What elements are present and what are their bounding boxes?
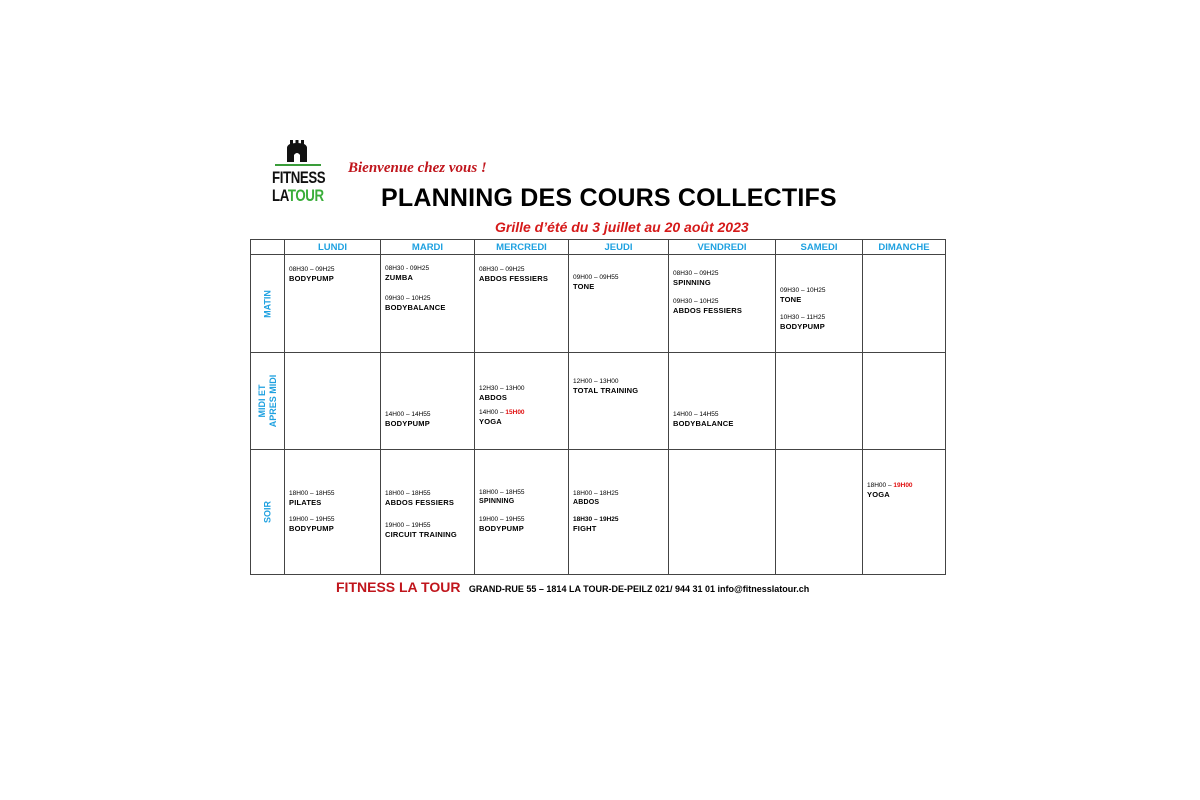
class-slot: 14H00 – 14H55 BODYPUMP	[385, 411, 431, 428]
cell-matin-lundi	[285, 255, 381, 353]
row-matin	[251, 255, 946, 353]
class-slot: 18H00 – 18H55 SPINNING	[479, 489, 525, 505]
footer	[336, 579, 809, 597]
fitness-la-tour-logo	[272, 140, 324, 212]
cell-matin-dimanche	[863, 255, 946, 353]
cell-matin-jeudi	[569, 255, 669, 353]
class-slot: 08H30 – 09H25 BODYPUMP	[289, 266, 335, 283]
schedule-period: Grille d’été du 3 juillet au 20 août 2023	[495, 219, 749, 235]
row-label-midi: MIDI ET APRES MIDI	[251, 353, 285, 450]
cell-soir-mercredi	[475, 450, 569, 575]
cell-midi-dimanche	[863, 353, 946, 450]
class-slot: 18H00 – 18H25 ABDOS	[573, 490, 619, 506]
class-slot: 18H00 – 18H55 ABDOS FESSIERS	[385, 490, 455, 507]
cell-soir-lundi	[285, 450, 381, 575]
footer-address: GRAND-RUE 55 – 1814 LA TOUR-DE-PEILZ 021/ 944 31 01 info@fitnesslatour.ch	[468, 584, 810, 594]
class-slot: 18H30 – 19H25 FIGHT	[573, 516, 619, 533]
logo-word-fitness: FITNESS	[272, 168, 326, 187]
logo-underline	[275, 164, 321, 166]
header-row	[251, 240, 946, 255]
cell-matin-vendredi	[669, 255, 776, 353]
cell-soir-mardi	[381, 450, 475, 575]
class-slot: 19H00 – 19H55 BODYPUMP	[479, 516, 525, 533]
corner-cell	[251, 240, 285, 255]
cell-midi-vendredi	[669, 353, 776, 450]
class-slot: 09H00 – 09H55 TONE	[573, 274, 619, 291]
class-slot: 18H00 – 18H55 PILATES	[289, 490, 335, 507]
day-header: JEUDI	[569, 240, 669, 255]
class-slot: 12H30 – 13H00 ABDOS	[479, 385, 525, 402]
schedule-table	[250, 239, 946, 575]
class-slot: 18H00 – 19H00 YOGA	[867, 482, 913, 499]
cell-soir-jeudi	[569, 450, 669, 575]
day-header: MARDI	[381, 240, 475, 255]
row-label-soir: SOIR	[251, 450, 285, 575]
class-slot: 09H30 – 10H25 TONE	[780, 287, 826, 304]
row-soir	[251, 450, 946, 575]
class-slot: 10H30 – 11H25 BODYPUMP	[780, 314, 826, 331]
cell-midi-jeudi	[569, 353, 669, 450]
cell-matin-mercredi	[475, 255, 569, 353]
class-slot: 08H30 – 09H25 SPINNING	[673, 270, 719, 287]
day-header: VENDREDI	[669, 240, 776, 255]
welcome-text: Bienvenue chez vous !	[348, 160, 487, 176]
day-header: SAMEDI	[776, 240, 863, 255]
cell-soir-samedi	[776, 450, 863, 575]
class-slot: 19H00 – 19H55 CIRCUIT TRAINING	[385, 522, 457, 539]
class-slot: 09H30 – 10H25 BODYBALANCE	[385, 295, 446, 312]
class-slot: 09H30 – 10H25 ABDOS FESSIERS	[673, 298, 743, 315]
cell-soir-dimanche	[863, 450, 946, 575]
tower-icon	[284, 140, 310, 162]
cell-midi-samedi	[776, 353, 863, 450]
class-slot: 14H00 – 14H55 BODYBALANCE	[673, 411, 734, 428]
cell-midi-lundi	[285, 353, 381, 450]
page-title: PLANNING DES COURS COLLECTIFS	[381, 184, 837, 212]
cell-matin-mardi	[381, 255, 475, 353]
class-slot: 14H00 – 15H00 YOGA	[479, 409, 525, 426]
day-header: LUNDI	[285, 240, 381, 255]
cell-midi-mardi	[381, 353, 475, 450]
day-header: DIMANCHE	[863, 240, 946, 255]
class-slot: 08H30 - 09H25 ZUMBA	[385, 265, 430, 282]
row-midi	[251, 353, 946, 450]
cell-midi-mercredi	[475, 353, 569, 450]
class-slot: 19H00 – 19H55 BODYPUMP	[289, 516, 335, 533]
class-slot: 12H00 – 13H00 TOTAL TRAINING	[573, 378, 639, 395]
class-slot: 08H30 – 09H25 ABDOS FESSIERS	[479, 266, 549, 283]
cell-matin-samedi	[776, 255, 863, 353]
day-header: MERCREDI	[475, 240, 569, 255]
footer-brand: FITNESS LA TOUR	[336, 579, 461, 595]
logo-word-latour: LATOUR	[272, 186, 324, 205]
cell-soir-vendredi	[669, 450, 776, 575]
row-label-matin: MATIN	[251, 255, 285, 353]
